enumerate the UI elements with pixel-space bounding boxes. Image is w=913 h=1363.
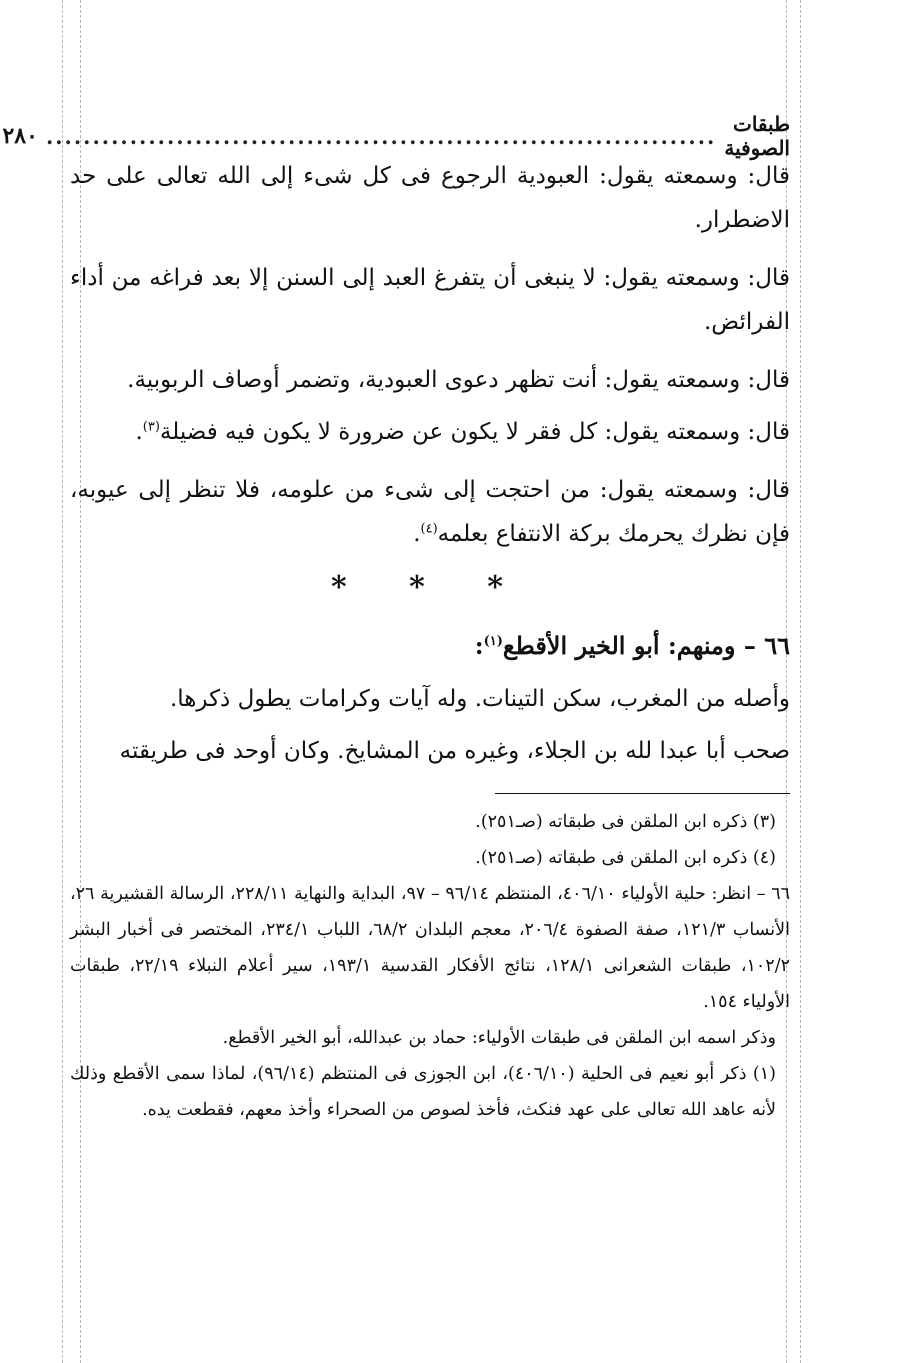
- footnote-4: (٤) ذكره ابن الملقن فى طبقاته (صـ٢٥١).: [475, 848, 776, 868]
- section-separator: * * *: [331, 570, 529, 605]
- book-title: طبقات الصوفية: [724, 112, 790, 160]
- paragraph-3: قال: وسمعته يقول: أنت تظهر دعوى العبودية، وتضمر أوصاف الربوبية.: [127, 367, 790, 393]
- footnote-references-66: ٦٦ – انظر: حلية الأولياء ٤٠٦/١٠، المنتظم ٩٦/١٤ – ٩٧، البداية والنهاية ٢٢٨/١١، الرسالة القشيرية ٢٦، الأنساب ١٢١/٣، صفة الصفوة ٢٠٦/٤، معجم البلدان ٦٨/٢، اللباب ٢٣٤/١، المختصر فى أخبار البشر ١٠٢/٢، طبقات الشعرانى ١٢٨/١، نتائج الأفكار القدسية ١٩٣/١، سير أعلام النبلاء ٢٢/١٩، طبقات الأولياء ١٥٤.: [70, 884, 790, 1012]
- footnote-ref: (١): [483, 634, 503, 649]
- margin-guide-right: [800, 0, 801, 1363]
- footnote-name-note: وذكر اسمه ابن الملقن فى طبقات الأولياء: حماد بن عبدالله، أبو الخير الأقطع.: [222, 1028, 776, 1048]
- margin-guide-left: [62, 0, 63, 1363]
- book-page: [2, 112, 790, 1128]
- entry-heading: ٦٦ – ومنهم: أبو الخير الأقطع$^{(١)}$:: [474, 631, 790, 660]
- paragraph-2: قال: وسمعته يقول: لا ينبغى أن يتفرغ العبد إلى السنن إلا بعد فراغه من أداء الفرائض.: [70, 265, 790, 335]
- paragraph-5: قال: وسمعته يقول: من احتجت إلى شىء من علومه، فلا تنظر إلى عيوبه، فإن نظرك يحرمك بركة الانتفاع بعلمه$^{(٤)}$.: [70, 477, 790, 547]
- footnote-3: (٣) ذكره ابن الملقن فى طبقاته (صـ٢٥١).: [475, 812, 776, 832]
- footnote-1: (١) ذكر أبو نعيم فى الحلية (٤٠٦/١٠)، ابن الجوزى فى المنتظم (٩٦/١٤)، لماذا سمى الأقطع وذلك لأنه عاهد الله تعالى على عهد فنكث، فأخذ لصوص من الصحراء وأخذ معهم، فقطعت يده.: [70, 1064, 776, 1120]
- entry-paragraph-1: وأصله من المغرب، سكن التينات. وله آيات وكرامات يطول ذكرها.: [169, 686, 790, 712]
- leader-dots: ........................................................................: [45, 123, 717, 149]
- running-header: [2, 112, 790, 160]
- page-number: ٢٨٠: [2, 123, 38, 149]
- footnote-rule: [495, 793, 790, 794]
- footnote-ref: (٤): [420, 521, 438, 537]
- footnote-ref: (٣): [142, 419, 160, 435]
- paragraph-4: قال: وسمعته يقول: كل فقر لا يكون عن ضرورة لا يكون فيه فضيلة$^{(٣)}$.: [135, 419, 790, 445]
- entry-paragraph-2: صحب أبا عبدا لله بن الجلاء، وغيره من المشايخ. وكان أوحد فى طريقته: [119, 738, 790, 764]
- paragraph-1: قال: وسمعته يقول: العبودية الرجوع فى كل شىء إلى الله تعالى على حد الاضطرار.: [70, 163, 790, 233]
